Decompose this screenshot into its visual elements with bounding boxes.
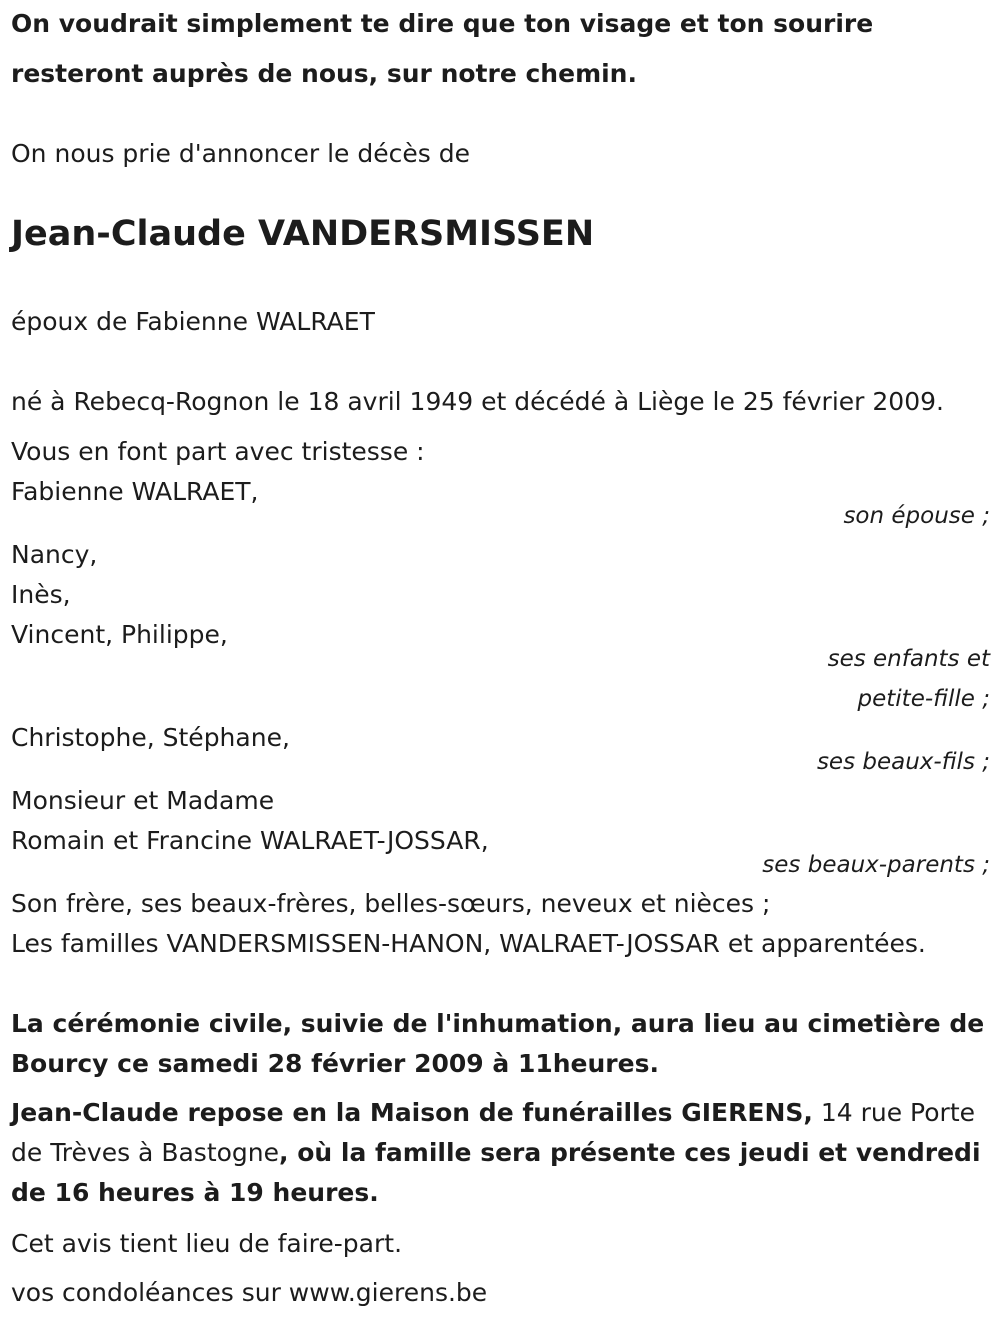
child-name: Inès, <box>11 580 71 609</box>
deceased-name: Jean-Claude VANDERSMISSEN <box>11 214 595 254</box>
child-name: Vincent, Philippe, <box>11 620 228 649</box>
notice-line: Cet avis tient lieu de faire-part. <box>11 1229 403 1258</box>
condolences-line: vos condoléances sur www.gierens.be <box>11 1278 488 1307</box>
sons-in-law: Christophe, Stéphane, <box>11 723 290 752</box>
parents-in-law-role: ses beaux-parents ; <box>762 852 990 878</box>
family-heading: Vous en font part avec tristesse : <box>11 437 425 466</box>
visitation-line-1 <box>11 1093 975 1133</box>
intro-line-1: On voudrait simplement te dire que ton visage et ton sourire <box>11 9 874 38</box>
spouse-line: époux de Fabienne WALRAET <box>11 307 375 336</box>
visitation-address-text: 14 rue Porte <box>812 1098 976 1127</box>
parents-in-law-line-2: Romain et Francine WALRAET-JOSSAR, <box>11 826 489 855</box>
visitation-address-text: de Trèves à Bastogne <box>11 1138 280 1167</box>
other-relatives-line-2: Les familles VANDERSMISSEN-HANON, WALRAET-JOSSAR et apparentées. <box>11 929 926 958</box>
sons-in-law-role: ses beaux-fils ; <box>816 749 990 775</box>
spouse-role: son épouse ; <box>843 503 990 529</box>
ceremony-line-2: Bourcy ce samedi 28 février 2009 à 11heures. <box>11 1049 659 1078</box>
other-relatives-line-1: Son frère, ses beaux-frères, belles-sœurs, neveux et nièces ; <box>11 889 771 918</box>
announcement: On nous prie d'annoncer le décès de <box>11 139 470 168</box>
children-role-line-2: petite-fille ; <box>857 686 990 712</box>
children-role-line-1: ses enfants et <box>827 646 990 672</box>
birth-death-line: né à Rebecq-Rognon le 18 avril 1949 et décédé à Liège le 25 février 2009. <box>11 387 944 416</box>
parents-in-law-line-1: Monsieur et Madame <box>11 786 275 815</box>
intro-line-2: resteront auprès de nous, sur notre chemin. <box>11 59 637 88</box>
visitation-bold-text: , où la famille sera présente ces jeudi et vendredi <box>279 1138 981 1167</box>
child-name: Nancy, <box>11 540 98 569</box>
ceremony-line-1: La cérémonie civile, suivie de l'inhumation, aura lieu au cimetière de <box>11 1009 985 1038</box>
visitation-line-3: de 16 heures à 19 heures. <box>11 1178 379 1207</box>
spouse-name: Fabienne WALRAET, <box>11 477 259 506</box>
visitation-line-2 <box>11 1133 981 1173</box>
visitation-bold-text: Jean-Claude repose en la Maison de funérailles GIERENS, <box>11 1098 813 1127</box>
